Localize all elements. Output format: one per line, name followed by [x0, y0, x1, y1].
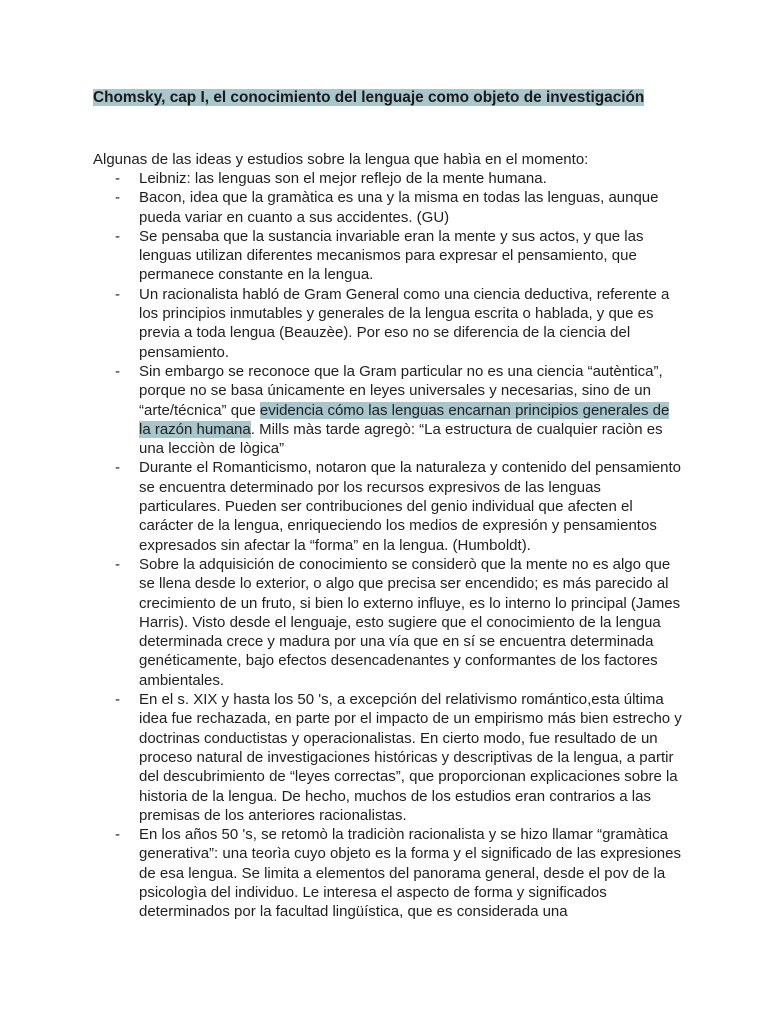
bullet-dash: - — [115, 691, 120, 709]
bullet-dash: - — [115, 170, 120, 187]
list-item — [93, 825, 683, 921]
list-item-text: Se pensaba que la sustancia invariable eran la mente y sus actos, y que las lenguas utilizan diferentes mecanismos para expresar el pensamiento, que permanece constante en la lengua. — [139, 227, 644, 284]
list-item-text: En los años 50 's, se retomò la tradiciòn racionalista y se hizo llamar “gramàtica generativa”: una teorìa cuyo objeto es la forma y el significado de las expresiones de esa lengua. Se limita a elementos del panorama general, desde el pov de la psicologìa del individuo. Le interesa el aspecto de forma y significados determinados por la facultad lingüística, que es considerada una — [139, 826, 681, 921]
bullet-dash: - — [115, 285, 120, 303]
list-item — [93, 362, 683, 458]
list-item — [93, 227, 683, 285]
list-item — [93, 285, 683, 362]
list-item-text: Sobre la adquisición de conocimiento se considerò que la mente no es algo que se llena desde lo exterior, o algo que precisa ser encendido; es más parecido al crecimiento de un fruto, si bien lo externo influye, es lo interno lo principal (James Harris). Visto desde el lenguaje, esto sugiere que el conocimiento de la lengua determinada crece y madura por una vía que en sí se encuentra determinada genéticamente, bajo efectos desencadenantes y conformantes de los factores ambientales. — [139, 555, 681, 689]
list-item-text: Durante el Romanticismo, notaron que la naturaleza y contenido del pensamiento se encuentra determinado por los recursos expresivos de las lenguas particulares. Pueden ser contribuciones del genio individual que afecten el carácter de la lengua, enriqueciendo los medios de expresión y pensamientos expresados sin afectar la “forma” en la lengua. (Humboldt). — [139, 459, 681, 554]
bullet-dash: - — [115, 189, 120, 207]
list-item-text: En el s. XIX y hasta los 50 's, a excepción del relativismo romántico,esta última idea fue rechazada, en parte por el impacto de un empirismo más bien estrecho y doctrinas conductistas y operacionalistas. En cierto modo, fue resultado de un proceso natural de investigaciones históricas y descriptivas de la lengua, a partir del descubrimiento de “leyes correctas”, que proporcionan explicaciones sobre la historia de la lengua. De hecho, muchos de los estudios eran contrarios a las premisas de los anteriores racionalistas. — [139, 691, 682, 824]
intro-paragraph: Algunas de las ideas y estudios sobre la lengua que habìa en el momento: — [93, 151, 589, 168]
list-item-text: Un racionalista habló de Gram General como una ciencia deductiva, referente a los principios inmutables y generales de la lengua escrita o hablada, y que es previa a toda lengua (Beauzèe). Por eso no se diferencia de la ciencia del pensamiento. — [139, 285, 670, 361]
bullet-dash: - — [115, 362, 120, 380]
list-item — [93, 169, 683, 188]
list-item — [93, 188, 683, 227]
list-item — [93, 555, 683, 690]
highlighted-text: evidencia cómo las lenguas encarnan principios generales de la razón humana — [139, 401, 670, 438]
list-item-text: Bacon, idea que la gramàtica es una y la misma en todas las lenguas, aunque pueda variar en cuanto a sus accidentes. (GU) — [139, 189, 659, 226]
bullet-dash: - — [115, 227, 120, 245]
bullet-dash: - — [115, 555, 120, 573]
document-title — [93, 87, 693, 108]
title-highlight: Chomsky, cap I, el conocimiento del lenguaje como objeto de investigación — [93, 89, 645, 106]
list-item-text-before: Sin embargo se reconoce que la Gram particular no es una ciencia “autèntica”, porque no se basa únicamente en leyes universales y necesarias, sino de un “arte/técnica” que — [139, 362, 663, 419]
bullet-dash: - — [115, 826, 120, 844]
list-item — [93, 690, 683, 825]
bullet-dash: - — [115, 459, 120, 477]
list-item-text: Leibniz: las lenguas son el mejor reflejo de la mente humana. — [139, 170, 547, 187]
list-item — [93, 458, 683, 554]
ideas-list — [93, 169, 683, 922]
list-item-text-after: . Mills màs tarde agregò: “La estructura de cualquier raciòn es una lecciòn de lògica” — [139, 420, 663, 458]
